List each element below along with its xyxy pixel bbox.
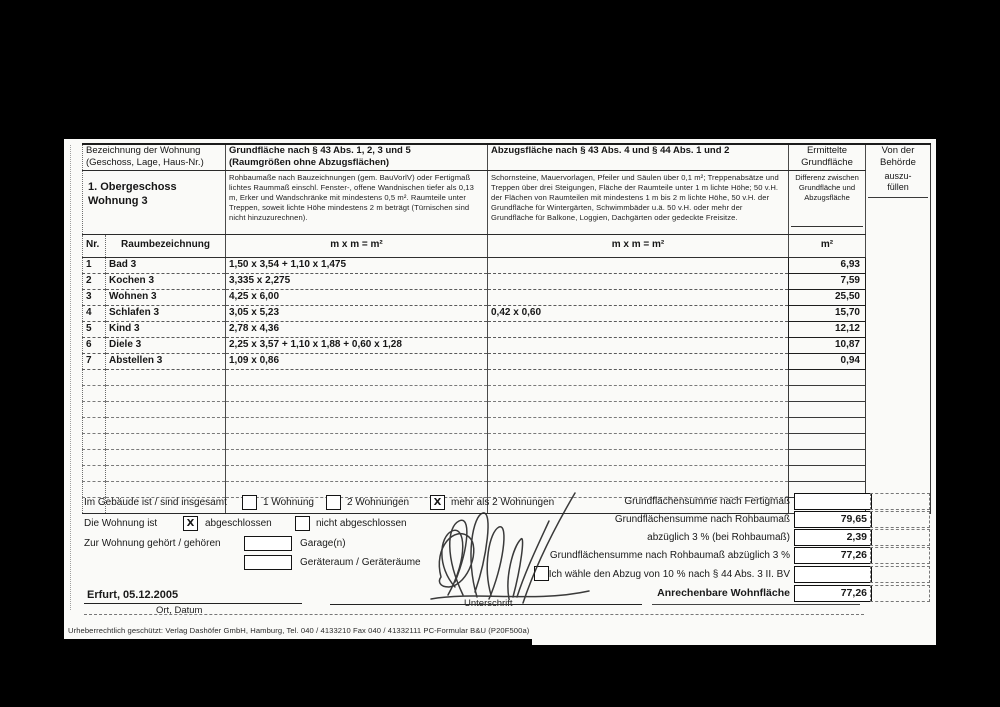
signature-caption: Unterschrift (464, 598, 513, 609)
table-header-row (83, 235, 931, 258)
dwelling-designation-line1: Bezeichnung der Wohnung (86, 145, 201, 156)
checkbox-1-wohnung (242, 495, 257, 510)
grundflaeche-title-line2: (Raumgrößen ohne Abzugsflächen) (229, 157, 390, 168)
row-deduction (488, 322, 789, 338)
row-nr: 5 (83, 322, 106, 338)
belongs-label: Zur Wohnung gehört / gehören (84, 538, 221, 549)
header-behoerde (866, 144, 931, 171)
row-room: Diele 3 (106, 338, 226, 354)
row-formula: 1,50 x 3,54 + 1,10 x 1,475 (226, 258, 488, 274)
row-nr: 2 (83, 274, 106, 290)
behoerde-line3: auszu- (884, 170, 912, 181)
copyright-footer: Urheberrechtlich geschützt: Verlag Dashöfer GmbH, Hamburg, Tel. 040 / 4133210 Fax 040 / 41332111 PC-Formular B&U (P20F500a) (68, 626, 530, 635)
difference-note-cell (789, 171, 866, 235)
row-nr: 1 (83, 258, 106, 274)
row-room: Abstellen 3 (106, 354, 226, 370)
grundflaeche-description: Rohbaumaße nach Bauzeichnungen (gem. BauVorlV) oder Fertigmaß lichtes Raummaß einschl. Fenster-, offene Wandnischen tiefer als 0,13 m, Erker und Wandschränke mit mindestens 0,5 m². Raumteile unter Treppen, soweit lichte Höhe mindestens 2 m beträgt (Türnischen sind nicht hinzuzurechnen). (229, 173, 474, 222)
row-behoerde-empty (866, 258, 931, 274)
abzugsflaeche-description: Schornsteine, Mauervorlagen, Pfeiler und Säulen über 0,1 m²; Treppenabsätze und Treppen über drei Steigungen, Fläche der Raumteile unter 1 m lichte Höhe; 50 v.H. der Flächen von Raumteilen mit mindestens 1 m bis 2 m lichte Höhe, 50 v.H. der Grundfläche für Wintergärten, Schwimmbäder u.ä. 50 v.H. oder mehr der Grundfläche für Balkone, Loggien, Dachgärten oder gedeckte Freisitze. (491, 173, 779, 222)
empty-table-row (83, 418, 931, 434)
row-area-value: 10,87 (789, 338, 866, 354)
row-behoerde-empty (866, 290, 931, 306)
left-margin-dotted-line (70, 145, 71, 610)
place-date-value: Erfurt, 05.12.2005 (87, 589, 179, 601)
row-deduction (488, 338, 789, 354)
column-title-band (83, 144, 931, 171)
row-formula: 4,25 x 6,00 (226, 290, 488, 306)
row-deduction (488, 258, 789, 274)
grundflaeche-description-cell (226, 171, 488, 235)
behoerde-fill-cell (866, 171, 931, 235)
summary-value-rohbaumass: 79,65 (794, 511, 872, 528)
dwelling-name-line1: 1. Obergeschoss (88, 181, 177, 193)
abzugsflaeche-title: Abzugsfläche nach § 43 Abs. 4 und § 44 Abs. 1 und 2 (491, 145, 730, 156)
table-row (83, 306, 931, 322)
table-row (83, 290, 931, 306)
summary-label-fertigmass: Grundflächensumme nach Fertigmaß (624, 496, 790, 507)
row-formula: 2,25 x 3,57 + 1,10 x 1,88 + 0,60 x 1,28 (226, 338, 488, 354)
garage-count-box (244, 536, 292, 551)
table-row (83, 354, 931, 370)
col-header-area: m² (789, 235, 866, 258)
area-calculation-table (82, 143, 931, 514)
col-header-behoerde-empty (866, 235, 931, 258)
empty-table-row (83, 370, 931, 386)
building-count-label: Im Gebäude ist / sind insgesamt (84, 497, 227, 508)
row-room: Kochen 3 (106, 274, 226, 290)
behoerde-box (870, 585, 930, 602)
row-deduction (488, 354, 789, 370)
row-behoerde-empty (866, 354, 931, 370)
row-nr: 7 (83, 354, 106, 370)
row-deduction (488, 274, 789, 290)
behoerde-box (870, 566, 930, 583)
behoerde-line2: Behörde (880, 157, 916, 168)
row-area-value: 6,93 (789, 258, 866, 274)
label-garage: Garage(n) (300, 538, 346, 549)
row-deduction: 0,42 x 0,60 (488, 306, 789, 322)
scan-edge-artifact (64, 639, 532, 645)
behoerde-box (870, 511, 930, 528)
row-nr: 4 (83, 306, 106, 322)
checkbox-x-mark: X (186, 518, 195, 529)
summary-value-wohnflaeche: 77,26 (794, 585, 872, 602)
header-grundflaeche (226, 144, 488, 171)
row-formula: 3,335 x 2,275 (226, 274, 488, 290)
summary-label-rohbaumass: Grundflächensumme nach Rohbaumaß (614, 514, 790, 525)
behoerde-fill-note (868, 171, 928, 198)
row-room: Kind 3 (106, 322, 226, 338)
behoerde-line4: füllen (887, 181, 909, 192)
label-2-wohnungen: 2 Wohnungen (347, 497, 410, 508)
col-header-room: Raumbezeichnung (106, 235, 226, 258)
table-row (83, 338, 931, 354)
row-room: Schlafen 3 (106, 306, 226, 322)
row-area-value: 25,50 (789, 290, 866, 306)
dwelling-name-line2: Wohnung 3 (88, 195, 148, 207)
row-area-value: 12,12 (789, 322, 866, 338)
header-dwelling-designation (83, 144, 226, 171)
checkbox-nicht-abgeschlossen (295, 516, 310, 531)
table-row (83, 274, 931, 290)
place-date-caption: Ort, Datum (156, 605, 203, 616)
summary-label-10-prozent: Ich wähle den Abzug von 10 % nach § 44 Abs. 3 II. BV (548, 569, 790, 580)
row-nr: 3 (83, 290, 106, 306)
row-area-value: 0,94 (789, 354, 866, 370)
summary-value-rohbaumass-abzueglich: 77,26 (794, 547, 872, 564)
grundflaeche-title-line1: Grundfläche nach § 43 Abs. 1, 2, 3 und 5 (229, 145, 411, 156)
label-mehr-als-2-wohnungen: mehr als 2 Wohnungen (451, 497, 555, 508)
row-behoerde-empty (866, 322, 931, 338)
behoerde-box (870, 547, 930, 564)
checkbox-x-mark: X (433, 497, 442, 508)
behoerde-line1: Von der (881, 145, 915, 156)
row-behoerde-empty (866, 274, 931, 290)
summary-value-10-prozent (794, 566, 872, 583)
label-nicht-abgeschlossen: nicht abgeschlossen (316, 518, 407, 529)
place-date-underline (84, 603, 302, 604)
form-page (64, 139, 936, 645)
empty-table-row (83, 434, 931, 450)
row-deduction (488, 290, 789, 306)
ermittelte-line2: Grundfläche (801, 157, 853, 168)
col-header-nr: Nr. (83, 235, 106, 258)
checkbox-2-wohnungen (326, 495, 341, 510)
label-abgeschlossen: abgeschlossen (205, 518, 272, 529)
description-band (83, 171, 931, 235)
row-formula: 3,05 x 5,23 (226, 306, 488, 322)
dwelling-state-label: Die Wohnung ist (84, 518, 158, 529)
checkbox-abgeschlossen (183, 516, 198, 531)
empty-table-row (83, 450, 931, 466)
table-row (83, 258, 931, 274)
label-geraeteraum: Geräteraum / Geräteräume (300, 557, 421, 568)
col-header-deduction: m x m = m² (488, 235, 789, 258)
ermittelte-line1: Ermittelte (806, 145, 848, 156)
row-nr: 6 (83, 338, 106, 354)
abzugsflaeche-description-cell (488, 171, 789, 235)
row-behoerde-empty (866, 338, 931, 354)
empty-table-row (83, 466, 931, 482)
row-area-value: 15,70 (789, 306, 866, 322)
signature-line-continuation (652, 604, 860, 605)
summary-value-abzueglich-3: 2,39 (794, 529, 872, 546)
header-abzugsflaeche (488, 144, 789, 171)
summary-label-abzueglich-3: abzüglich 3 % (bei Rohbaumaß) (647, 532, 790, 543)
row-room: Wohnen 3 (106, 290, 226, 306)
summary-label-wohnflaeche: Anrechenbare Wohnfläche (657, 587, 790, 599)
row-area-value: 7,59 (789, 274, 866, 290)
row-formula: 2,78 x 4,36 (226, 322, 488, 338)
dwelling-name-cell (83, 171, 226, 235)
summary-label-rohbaumass-abzueglich: Grundflächensumme nach Rohbaumaß abzüglich 3 % (549, 550, 790, 561)
geraeteraum-count-box (244, 555, 292, 570)
row-behoerde-empty (866, 306, 931, 322)
col-header-formula: m x m = m² (226, 235, 488, 258)
difference-note: Differenz zwischen Grundfläche und Abzugsfläche (791, 171, 863, 227)
header-ermittelte-grundflaeche (789, 144, 866, 171)
handwritten-signature-scribble (425, 485, 595, 615)
table-row (83, 322, 931, 338)
row-formula: 1,09 x 0,86 (226, 354, 488, 370)
summary-value-fertigmass (794, 493, 872, 510)
behoerde-box (870, 529, 930, 546)
empty-table-row (83, 402, 931, 418)
label-1-wohnung: 1 Wohnung (263, 497, 314, 508)
empty-table-row (83, 386, 931, 402)
dwelling-designation-line2: (Geschoss, Lage, Haus-Nr.) (86, 157, 204, 168)
behoerde-box (870, 493, 930, 510)
row-room: Bad 3 (106, 258, 226, 274)
